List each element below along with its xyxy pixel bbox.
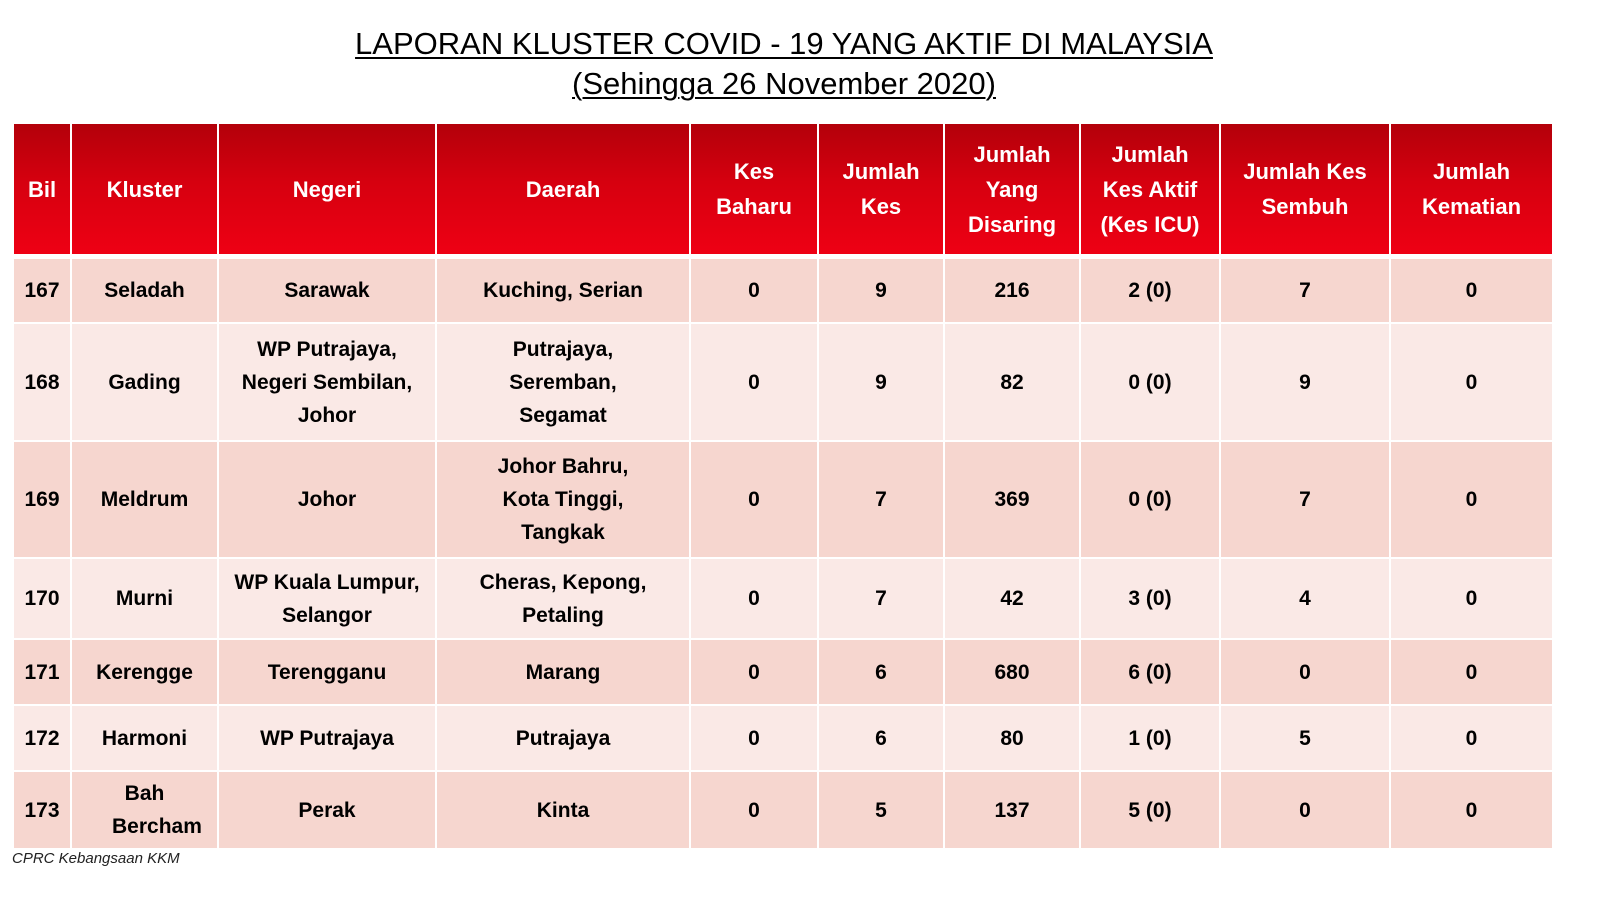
header-cell: Jumlah Kematian xyxy=(1391,124,1554,259)
table-cell: Perak xyxy=(219,772,437,850)
table-cell: 0 xyxy=(691,324,819,442)
table-cell: Putrajaya xyxy=(437,706,691,772)
table-cell: 0 xyxy=(691,772,819,850)
table-cell: 3 (0) xyxy=(1081,559,1221,640)
table-cell: 2 (0) xyxy=(1081,259,1221,324)
table-row xyxy=(14,559,1554,640)
table-cell: Gading xyxy=(72,324,219,442)
header-cell: Jumlah Kes Sembuh xyxy=(1221,124,1391,259)
table-cell: 1 (0) xyxy=(1081,706,1221,772)
table-cell: 7 xyxy=(819,442,945,559)
table-cell: Meldrum xyxy=(72,442,219,559)
table-cell: 173 xyxy=(14,772,72,850)
table-cell: WP Kuala Lumpur, Selangor xyxy=(219,559,437,640)
table-cell: Johor Bahru, Kota Tinggi, Tangkak xyxy=(437,442,691,559)
table-cell: 7 xyxy=(819,559,945,640)
table-cell: 137 xyxy=(945,772,1081,850)
table-cell: Sarawak xyxy=(219,259,437,324)
table-cell: 172 xyxy=(14,706,72,772)
report-title xyxy=(0,24,1568,104)
table-cell: Murni xyxy=(72,559,219,640)
table-cell: Kuching, Serian xyxy=(437,259,691,324)
table-cell: 82 xyxy=(945,324,1081,442)
header-cell: Kluster xyxy=(72,124,219,259)
table-cell: 42 xyxy=(945,559,1081,640)
table-cell: 0 xyxy=(1391,259,1554,324)
table-cell: 0 xyxy=(691,640,819,706)
table-cell: Bah Bercham xyxy=(72,772,219,850)
header-cell: Kes Baharu xyxy=(691,124,819,259)
table-cell: 0 xyxy=(691,259,819,324)
table-row xyxy=(14,706,1554,772)
cluster-table xyxy=(14,124,1554,850)
header-cell: Bil xyxy=(14,124,72,259)
table-cell: Seladah xyxy=(72,259,219,324)
table-cell: 4 xyxy=(1221,559,1391,640)
table-row xyxy=(14,772,1554,850)
table-cell: 9 xyxy=(819,324,945,442)
table-cell: 216 xyxy=(945,259,1081,324)
header-cell: Jumlah Kes xyxy=(819,124,945,259)
table-cell: 171 xyxy=(14,640,72,706)
source-note: CPRC Kebangsaan KKM xyxy=(12,850,180,867)
table-cell: Kerengge xyxy=(72,640,219,706)
table-cell: 5 xyxy=(819,772,945,850)
table-cell: 6 (0) xyxy=(1081,640,1221,706)
table-cell: WP Putrajaya xyxy=(219,706,437,772)
table-cell: 6 xyxy=(819,706,945,772)
table-cell: 7 xyxy=(1221,259,1391,324)
table-cell: 167 xyxy=(14,259,72,324)
table-cell: 7 xyxy=(1221,442,1391,559)
table-cell: Marang xyxy=(437,640,691,706)
header-cell: Negeri xyxy=(219,124,437,259)
table-cell: 369 xyxy=(945,442,1081,559)
table-cell: 0 xyxy=(1391,442,1554,559)
table-cell: 0 (0) xyxy=(1081,324,1221,442)
table-cell: 0 xyxy=(1391,640,1554,706)
header-cell: Jumlah Kes Aktif (Kes ICU) xyxy=(1081,124,1221,259)
table-cell: 0 xyxy=(1221,772,1391,850)
table-row xyxy=(14,640,1554,706)
title-line-1: LAPORAN KLUSTER COVID - 19 YANG AKTIF DI MALAYSIA xyxy=(355,26,1213,61)
table-cell: 0 xyxy=(1391,324,1554,442)
table-cell: 9 xyxy=(819,259,945,324)
table-cell: 0 (0) xyxy=(1081,442,1221,559)
table-row xyxy=(14,442,1554,559)
table-cell: 0 xyxy=(1221,640,1391,706)
table-cell: 0 xyxy=(1391,772,1554,850)
table-cell: Harmoni xyxy=(72,706,219,772)
table-cell: 6 xyxy=(819,640,945,706)
table-cell: Kinta xyxy=(437,772,691,850)
table-cell: Putrajaya, Seremban, Segamat xyxy=(437,324,691,442)
table-cell: 169 xyxy=(14,442,72,559)
table-cell: 170 xyxy=(14,559,72,640)
header-cell: Jumlah Yang Disaring xyxy=(945,124,1081,259)
header-row xyxy=(14,124,1554,259)
header-cell: Daerah xyxy=(437,124,691,259)
table-row xyxy=(14,324,1554,442)
title-line-2: (Sehingga 26 November 2020) xyxy=(572,66,996,101)
table-cell: Cheras, Kepong, Petaling xyxy=(437,559,691,640)
table-cell: 0 xyxy=(691,559,819,640)
table-cell: 5 (0) xyxy=(1081,772,1221,850)
table-cell: 5 xyxy=(1221,706,1391,772)
table-cell: 0 xyxy=(1391,706,1554,772)
table-cell: 9 xyxy=(1221,324,1391,442)
table-cell: 80 xyxy=(945,706,1081,772)
table-cell: Johor xyxy=(219,442,437,559)
table-cell: WP Putrajaya, Negeri Sembilan, Johor xyxy=(219,324,437,442)
table-cell: 0 xyxy=(691,706,819,772)
table-cell: 680 xyxy=(945,640,1081,706)
table-row xyxy=(14,259,1554,324)
table-cell: Terengganu xyxy=(219,640,437,706)
table-cell: 168 xyxy=(14,324,72,442)
table-cell: 0 xyxy=(691,442,819,559)
table-cell: 0 xyxy=(1391,559,1554,640)
